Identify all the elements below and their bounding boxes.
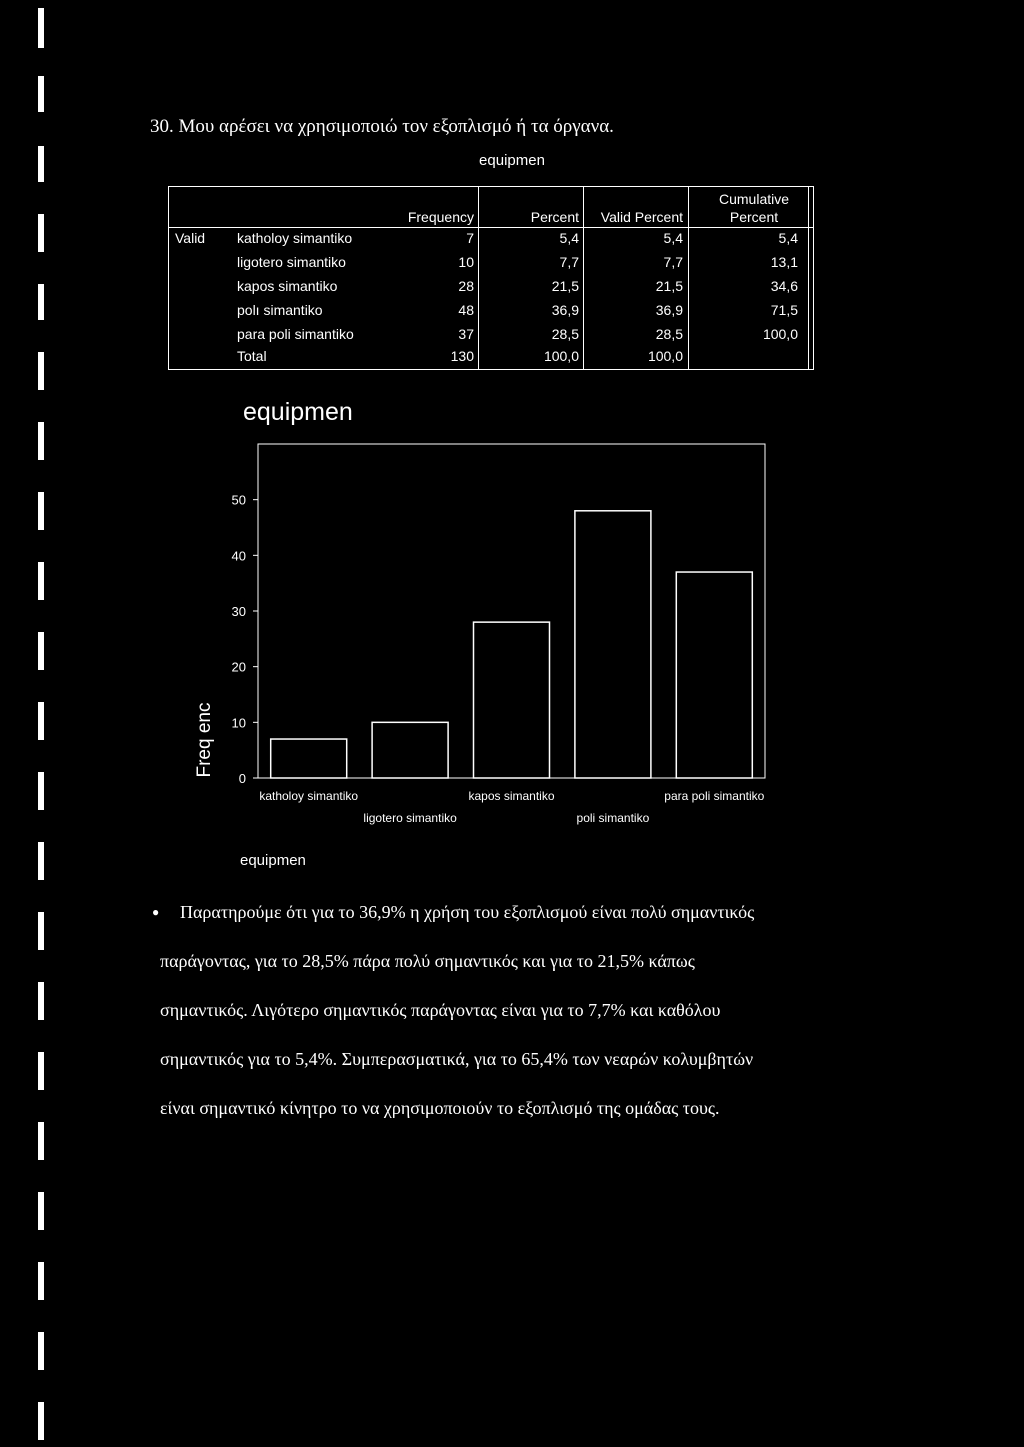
bar [575,511,651,778]
header-cumulative-percent: Percent [729,209,779,225]
row-valid-percent: 28,5 [655,326,683,342]
edge-mark [38,1052,44,1090]
row-percent: 28,5 [551,326,579,342]
bar [372,722,448,778]
row-cumulative: 34,6 [770,278,798,294]
row-valid-percent: 100,0 [647,348,683,364]
bullet-icon: ● [152,905,160,919]
edge-mark [38,982,44,1020]
valid-label: Valid [175,230,206,246]
row-label: para poli simantiko [237,326,354,342]
header-percent: Percent [530,209,579,225]
paragraph-line: είναι σημαντικό κίνητρο το να χρησιμοποιούν το εξοπλισμό της ομάδας τους. [160,1098,720,1118]
row-frequency: 10 [458,254,474,270]
row-frequency: 7 [466,230,474,246]
row-cumulative: 100,0 [762,326,798,342]
bar [474,622,550,778]
row-percent: 7,7 [559,254,579,270]
row-label: ligotero simantiko [237,254,346,270]
row-valid-percent: 36,9 [655,302,683,318]
row-label: katholoy simantiko [237,230,353,246]
bar [676,572,752,778]
edge-mark [38,1192,44,1230]
paragraph-line: παράγοντας, για το 28,5% πάρα πολύ σημαντικός και για το 21,5% κάπως [160,951,695,971]
row-label: polı simantiko [237,302,323,318]
row-frequency: 130 [450,348,474,364]
x-axis-label: equipmen [240,852,306,869]
x-tick-label: ligotero simantiko [363,811,457,825]
row-valid-percent: 7,7 [663,254,683,270]
row-cumulative: 13,1 [770,254,798,270]
bar [271,739,347,778]
row-label: kapos simantiko [237,278,338,294]
x-tick-label: katholoy simantiko [259,789,359,803]
paragraph-line: σημαντικός για το 5,4%. Συμπερασματικά, για το 65,4% των νεαρών κολυμβητών [160,1049,754,1069]
row-cumulative: 71,5 [770,302,798,318]
row-percent: 36,9 [551,302,579,318]
row-label: Total [237,348,267,364]
row-percent: 5,4 [559,230,579,246]
paragraph-line: σημαντικός. Λιγότερο σημαντικός παράγοντας είναι για το 7,7% και καθόλου [160,1000,721,1020]
row-frequency: 28 [458,278,474,294]
header-cumulative: Cumulative [718,191,790,207]
x-tick-label: kapos simantiko [468,789,555,803]
edge-mark [38,1122,44,1160]
question-heading: 30. Μου αρέσει να χρησιμοποιώ τον εξοπλισμό ή τα όργανα. [150,116,614,137]
x-tick-label: poli simantiko [576,811,650,825]
y-tick-label: 40 [231,548,246,564]
y-tick-label: 10 [231,715,246,731]
row-percent: 100,0 [543,348,579,364]
y-tick-label: 20 [231,659,246,675]
paragraph-line: Παρατηρούμε ότι για το 36,9% η χρήση του εξοπλισμού είναι πολύ σημαντικός [180,902,755,922]
interpretation-paragraph [152,888,890,1133]
row-valid-percent: 5,4 [663,230,683,246]
row-valid-percent: 21,5 [655,278,683,294]
edge-mark [38,1332,44,1370]
header-valid-percent: Valid Percent [600,209,683,225]
edge-mark [38,912,44,950]
row-cumulative: 5,4 [778,230,798,246]
row-frequency: 37 [458,326,474,342]
table-title: equipmen [479,152,545,169]
y-tick-label: 30 [231,604,246,619]
chart-title: equipmen [243,398,353,426]
row-frequency: 48 [458,302,474,318]
y-tick-label: 0 [238,771,246,786]
x-tick-label: para poli simantiko [664,789,765,803]
header-frequency: Frequency [407,209,474,225]
row-percent: 21,5 [551,278,579,294]
y-axis-label: Freq enc [194,702,215,778]
edge-mark [38,1402,44,1440]
edge-mark [38,1262,44,1300]
y-tick-label: 50 [231,492,246,508]
